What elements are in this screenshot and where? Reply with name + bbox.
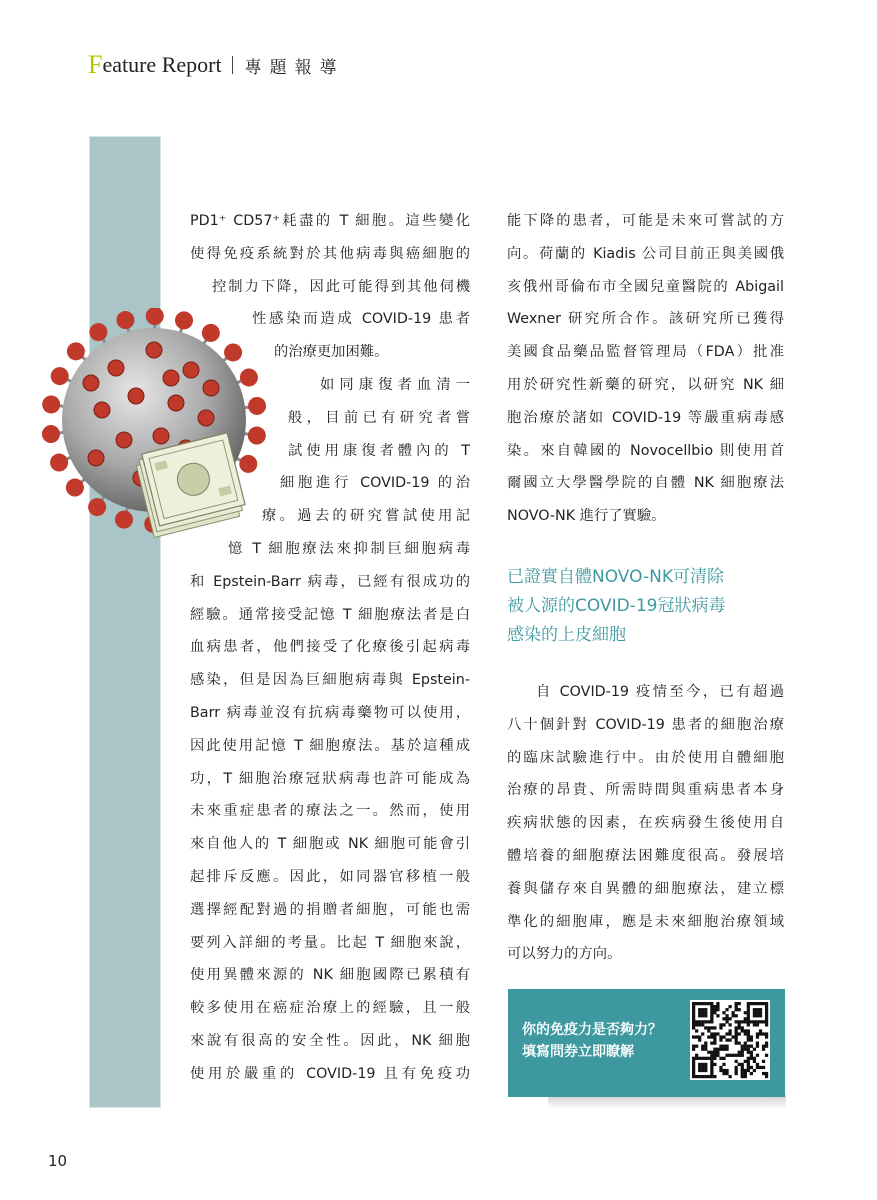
text-line: 用於研究性新藥的研究，以研究 NK 細 — [507, 376, 784, 393]
text-line: 性感染而造成 COVID-19 患者 — [252, 311, 470, 328]
text-line: 來說有很高的安全性。因此，NK 細胞 — [190, 1032, 470, 1049]
text-line: 起排斥反應。因此，如同器官移植一般 — [190, 868, 470, 885]
page-header — [88, 50, 345, 80]
text-line: 八十個針對 COVID-19 患者的細胞治療 — [507, 716, 784, 733]
text-line: 向。荷蘭的 Kiadis 公司目前正與美國俄 — [507, 245, 784, 262]
text-line: 般，目前已有研究者嘗 — [288, 409, 470, 426]
text-line: PD1⁺ CD57⁺耗盡的 T 細胞。這些變化 — [190, 213, 470, 229]
promo-line-2: 填寫問券立即瞭解 — [522, 1044, 634, 1060]
text-line: 和 Epstein-Barr 病毒，已經有很成功的 — [190, 573, 470, 590]
header-title: eature Report — [102, 52, 222, 77]
text-line: 的治療更加困難。 — [274, 344, 389, 361]
promo-text — [522, 1019, 662, 1063]
text-line: Barr 病毒並沒有抗病毒藥物可以使用， — [190, 704, 470, 721]
heading-line: 被人源的COVID-19冠狀病毒 — [507, 596, 726, 616]
header-divider — [232, 56, 233, 74]
text-line: 來自他人的 T 細胞或 NK 細胞可能會引 — [190, 836, 470, 853]
header-section-label: 專題報導 — [244, 57, 345, 78]
text-line: 經驗。通常接受記憶 T 細胞療法者是白 — [190, 606, 470, 623]
text-line: 使得免疫系統對於其他病毒與癌細胞的 — [190, 245, 470, 262]
text-line: 染。來自韓國的 Novocellbio 則使用首 — [507, 442, 784, 459]
text-line: 亥俄州哥倫布市全國兒童醫院的 Abigail — [507, 278, 784, 295]
text-line: 血病患者，他們接受了化療後引起病毒 — [190, 639, 470, 656]
header-title-initial: F — [88, 50, 103, 79]
text-line: 美國食品藥品監督管理局（FDA）批准 — [507, 344, 784, 361]
text-line: 未來重症患者的療法之一。然而，使用 — [190, 803, 470, 820]
section-heading — [507, 563, 784, 650]
text-line: 要列入詳細的考量。比起 T 細胞來說， — [190, 934, 470, 951]
immunity-survey-banner[interactable] — [508, 989, 785, 1097]
text-line: 療。過去的研究嘗試使用記 — [262, 508, 470, 525]
text-line: 試使用康復者體內的 T — [288, 442, 470, 459]
heading-line: 已證實自體NOVO-NK可清除 — [507, 567, 724, 587]
promo-shadow — [548, 1095, 786, 1109]
coronavirus-illustration — [36, 308, 276, 558]
text-line: 準化的細胞庫，應是未來細胞治療領域 — [507, 913, 784, 930]
text-line: 能下降的患者，可能是未來可嘗試的方 — [507, 213, 784, 229]
text-line: 因此使用記憶 T 細胞療法。基於這種成 — [190, 737, 470, 754]
text-line: 使用於嚴重的 COVID-19 且有免疫功 — [190, 1065, 470, 1082]
text-line: 控制力下降，因此可能得到其他伺機 — [212, 278, 470, 295]
text-line: 可以努力的方向。 — [507, 946, 622, 963]
text-line: 如同康復者血清一 — [320, 376, 470, 393]
text-line: 自 COVID-19 疫情至今，已有超過 — [536, 684, 784, 700]
text-line: 細胞進行 COVID-19 的治 — [280, 475, 470, 492]
text-line: Wexner 研究所合作。該研究所已獲得 — [507, 311, 784, 328]
text-line: 功，T 細胞治療冠狀病毒也許可能成為 — [190, 770, 470, 787]
page-number: 10 — [48, 1152, 68, 1170]
text-line: 胞治療於諸如 COVID-19 等嚴重病毒感 — [507, 409, 784, 426]
right-column-body — [507, 676, 784, 971]
qr-code-icon[interactable] — [690, 1000, 770, 1080]
text-line: 的臨床試驗進行中。由於使用自體細胞 — [507, 749, 784, 766]
right-column — [507, 205, 784, 533]
text-line: 感染，但是因為巨細胞病毒與 Epstein- — [190, 672, 470, 689]
text-line: NOVO-NK 進行了實驗。 — [507, 508, 666, 525]
text-line: 憶 T 細胞療法來抑制巨細胞病毒 — [228, 540, 470, 557]
text-line: 體培養的細胞療法困難度很高。發展培 — [507, 847, 784, 864]
text-line: 選擇經配對過的捐贈者細胞，可能也需 — [190, 901, 470, 918]
text-line: 治療的昂貴、所需時間與重病患者本身 — [507, 782, 784, 799]
text-line: 疾病狀態的因素，在疾病發生後使用自 — [507, 815, 784, 832]
text-line: 爾國立大學醫學院的自體 NK 細胞療法 — [507, 475, 784, 492]
promo-line-1: 你的免疫力是否夠力？ — [522, 1022, 662, 1038]
heading-line: 感染的上皮細胞 — [507, 625, 626, 645]
text-line: 養與儲存來自異體的細胞療法，建立標 — [507, 880, 784, 897]
text-line: 使用異體來源的 NK 細胞國際已累積有 — [190, 967, 470, 984]
decorative-strip — [89, 136, 161, 1108]
text-line: 較多使用在癌症治療上的經驗，且一般 — [190, 1000, 470, 1017]
